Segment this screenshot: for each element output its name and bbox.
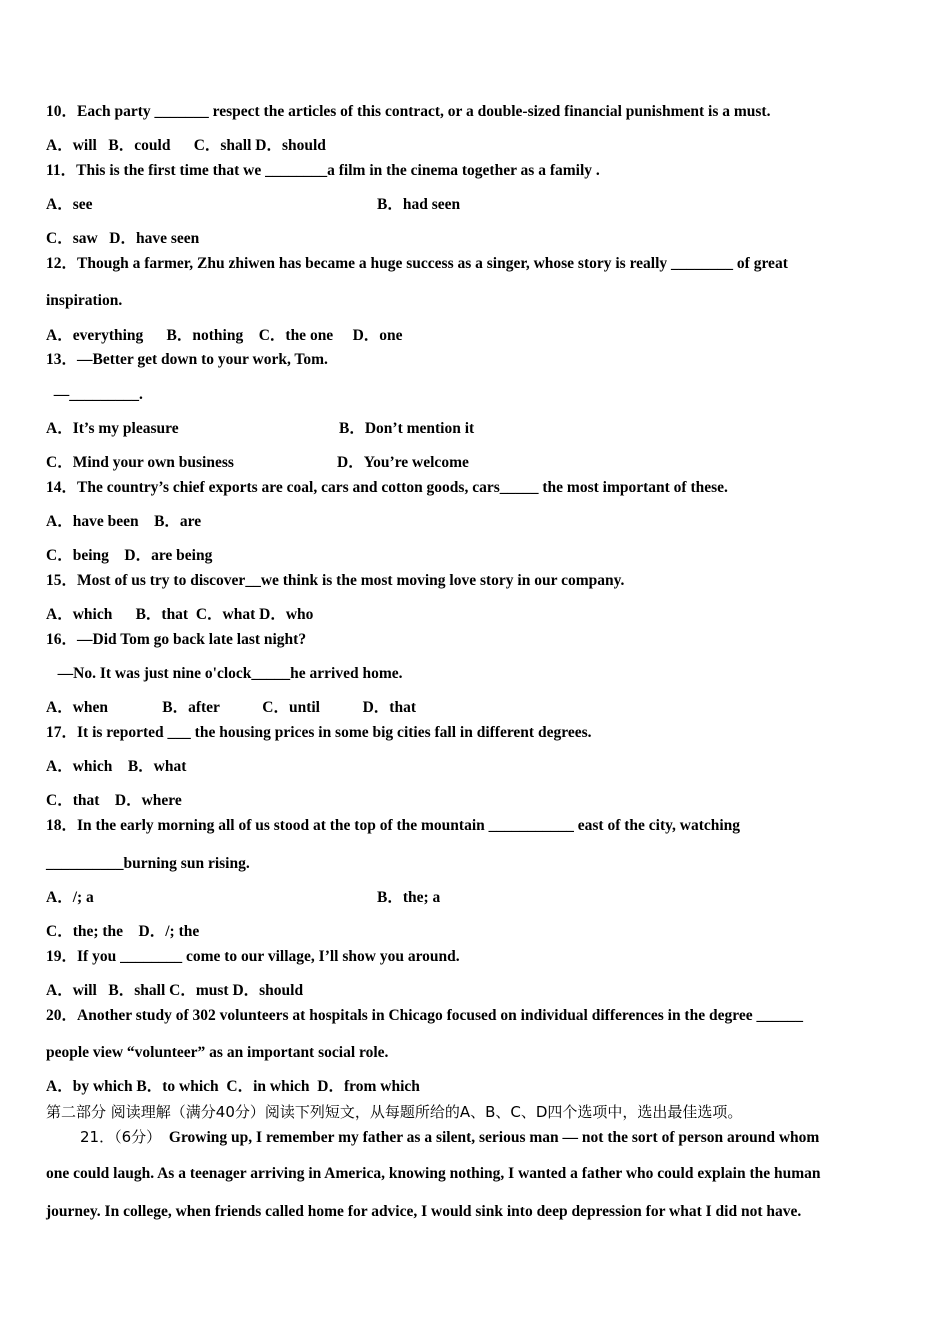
q11-option-b: B．had seen bbox=[377, 196, 461, 213]
q13-stem: 13．—Better get down to your work, Tom. bbox=[46, 351, 328, 368]
q11-stem: 11．This is the first time that we ________a film in the cinema together as a family . bbox=[46, 162, 600, 179]
q17-options-cd: C．that D．where bbox=[46, 792, 182, 809]
q20-stem-continued: people view “volunteer” as an important social role. bbox=[46, 1044, 389, 1061]
q20-options: A．by which B．to which C．in which D．from which bbox=[46, 1078, 420, 1095]
q18-option-a: A．/; a bbox=[46, 889, 94, 906]
q15-stem: 15．Most of us try to discover__we think is the most moving love story in our company. bbox=[46, 572, 625, 589]
q21-first-line bbox=[80, 1127, 819, 1148]
q21-text-line1: Growing up, I remember my father as a silent, serious man — not the sort of person around whom bbox=[168, 1129, 820, 1146]
q20-stem: 20．Another study of 302 volunteers at hospitals in Chicago focused on individual differences in the degree ______ bbox=[46, 1007, 803, 1024]
q16-stem: 16．—Did Tom go back late last night? bbox=[46, 631, 307, 648]
q14-stem: 14．The country’s chief exports are coal, cars and cotton goods, cars_____ the most important of these. bbox=[46, 479, 728, 496]
q13-option-d: D．You’re welcome bbox=[337, 454, 469, 471]
q15-options: A．which B．that C．what D．who bbox=[46, 606, 314, 623]
q12-stem-continued: inspiration. bbox=[46, 292, 123, 309]
q19-options: A．will B．shall C．must D．should bbox=[46, 982, 304, 999]
q12-options: A．everything B．nothing C．the one D．one bbox=[46, 327, 403, 344]
q11-options-cd: C．saw D．have seen bbox=[46, 230, 200, 247]
q21-prefix: 21．（6分） bbox=[80, 1128, 162, 1146]
q18-options-cd: C．the; the D．/; the bbox=[46, 923, 200, 940]
q19-stem: 19．If you ________ come to our village, I’ll show you around. bbox=[46, 948, 460, 965]
q18-stem: 18．In the early morning all of us stood at the top of the mountain ___________ east of the city, watching bbox=[46, 817, 741, 834]
q13-option-c: C．Mind your own business bbox=[46, 454, 234, 471]
q16-reply: —No. It was just nine o'clock_____he arrived home. bbox=[46, 665, 403, 682]
q17-stem: 17．It is reported ___ the housing prices in some big cities fall in different degrees. bbox=[46, 724, 592, 741]
q17-options-ab: A．which B．what bbox=[46, 758, 187, 775]
q21-text-line2: one could laugh. As a teenager arriving in America, knowing nothing, I wanted a father who could explain the human bbox=[46, 1165, 821, 1182]
q10-stem: 10．Each party _______ respect the articles of this contract, or a double-sized financial punishment is a must. bbox=[46, 103, 771, 120]
q12-stem: 12．Though a farmer, Zhu zhiwen has became a huge success as a singer, whose story is really ________ of great bbox=[46, 255, 788, 272]
section2-heading: 第二部分 阅读理解（满分40分）阅读下列短文，从每题所给的A、B、C、D四个选项中，选出最佳选项。 bbox=[46, 1103, 743, 1121]
q13-reply: —_________. bbox=[46, 386, 143, 403]
q18-stem-continued: __________burning sun rising. bbox=[46, 855, 250, 872]
q14-options-cd: C．being D．are being bbox=[46, 547, 213, 564]
q13-option-a: A．It’s my pleasure bbox=[46, 420, 179, 437]
q14-options-ab: A．have been B．are bbox=[46, 513, 202, 530]
q16-options: A．when B．after C．until D．that bbox=[46, 699, 416, 716]
q10-options: A．will B．could C．shall D．should bbox=[46, 137, 326, 154]
q18-option-b: B．the; a bbox=[377, 889, 441, 906]
q11-option-a: A．see bbox=[46, 196, 93, 213]
q13-option-b: B．Don’t mention it bbox=[339, 420, 475, 437]
q21-text-line3: journey. In college, when friends called home for advice, I would sink into deep depression for what I did not have. bbox=[46, 1203, 802, 1220]
